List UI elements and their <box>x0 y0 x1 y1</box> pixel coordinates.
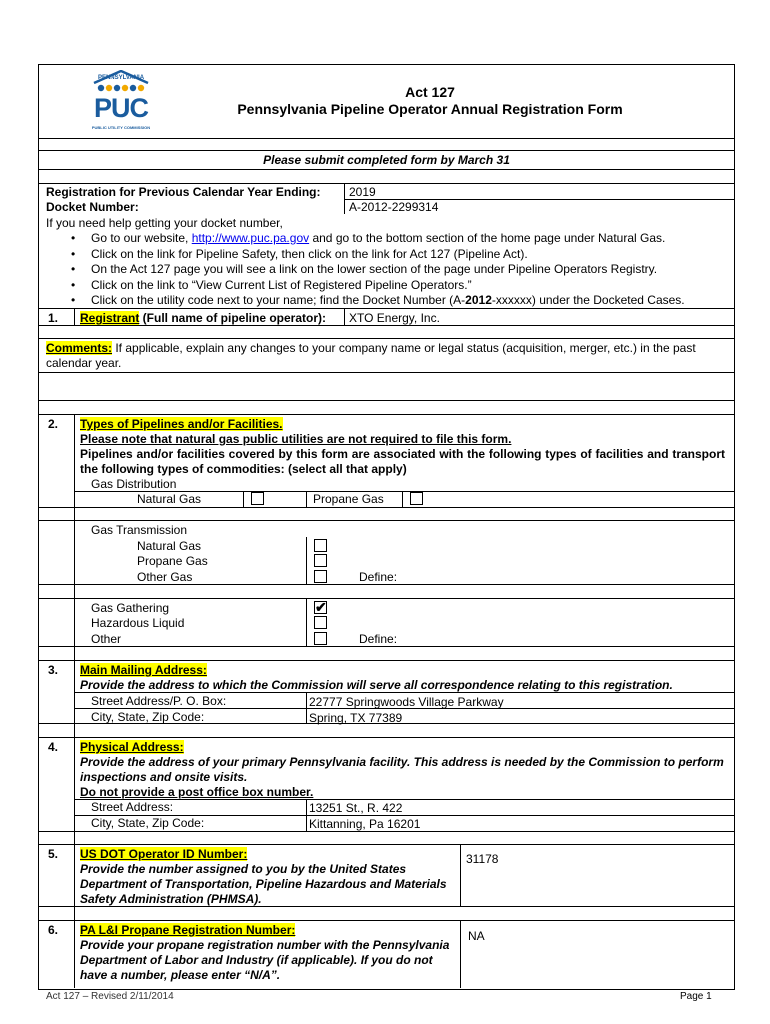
help-step: • Click on the link to “View Current List of Registered Pipeline Operators.” <box>71 277 472 292</box>
column-line <box>402 491 403 507</box>
divider <box>38 844 735 845</box>
column-line <box>243 491 244 507</box>
dist-propane-gas-checkbox[interactable] <box>410 492 423 505</box>
propane-registration-field[interactable]: NA <box>468 929 485 943</box>
help-step: • Go to our website, http://www.puc.pa.gov and go to the bottom section of the home page under Natural Gas. <box>71 231 666 245</box>
section2-note: Please note that natural gas public utilities are not required to file this form. <box>80 432 512 446</box>
section3-subtitle: Provide the address to which the Commission will serve all correspondence relating to this registration. <box>80 678 673 692</box>
section2-title: Types of Pipelines and/or Facilities. <box>80 417 283 431</box>
divider <box>38 169 735 170</box>
trans-propane-gas-checkbox[interactable] <box>314 554 327 567</box>
divider <box>38 414 735 415</box>
divider <box>75 491 735 492</box>
section4-number: 4. <box>48 740 59 754</box>
dot-operator-id-field[interactable]: 31178 <box>466 852 499 866</box>
divider <box>75 692 735 693</box>
column-line <box>306 537 307 584</box>
other-checkbox[interactable] <box>314 632 327 645</box>
help-step: • Click on the utility code next to your name; find the Docket Number (A-2012-xxxxxx) under the Docketed Cases. <box>71 293 685 307</box>
divider <box>38 338 735 339</box>
section2-instruction: Pipelines and/or facilities covered by this form are associated with the following types of facilities and transport the following types of commodities: (select all that apply) <box>80 447 725 476</box>
section4-subtitle: Provide the address of your primary Pennsylvania facility. This address is needed by the Commission to perform inspections and onsite visits. <box>80 755 724 784</box>
mailing-street-label: Street Address/P. O. Box: <box>91 694 227 708</box>
section1-number: 1. <box>48 311 59 325</box>
comments-text: Comments: If applicable, explain any changes to your company name or legal status (acquisition, merger, etc.) in the past calendar year. <box>46 341 696 370</box>
physical-city-label: City, State, Zip Code: <box>91 816 205 830</box>
section2-number: 2. <box>48 417 59 431</box>
divider <box>75 799 735 800</box>
section5-number: 5. <box>48 847 59 861</box>
divider <box>38 660 735 661</box>
section6-subtitle: Provide your propane registration number with the Pennsylvania Department of Labor and Industry (if applicable). If you do not have a number, please enter “N/A”. <box>80 938 450 982</box>
trans-other-define-label: Define: <box>359 570 398 584</box>
divider <box>38 920 735 921</box>
other-define-label: Define: <box>359 632 398 646</box>
footer-revision: Act 127 – Revised 2/11/2014 <box>46 991 174 1002</box>
divider <box>38 308 735 309</box>
divider <box>38 520 735 521</box>
divider <box>38 400 735 401</box>
physical-street-field[interactable]: 13251 St., R. 422 <box>309 801 403 815</box>
trans-other-gas-label: Other Gas <box>137 570 193 584</box>
gas-gathering-label: Gas Gathering <box>91 601 170 615</box>
section3-title: Main Mailing Address: <box>80 663 207 677</box>
divider <box>38 138 735 139</box>
puc-website-link[interactable]: http://www.puc.pa.gov <box>191 231 310 245</box>
column-line <box>306 599 307 646</box>
form-title-line2: Pennsylvania Pipeline Operator Annual Registration Form <box>237 101 623 117</box>
column-line <box>460 920 461 988</box>
form-title-line1: Act 127 <box>405 84 455 100</box>
physical-city-field[interactable]: Kittanning, Pa 16201 <box>309 817 421 831</box>
other-label: Other <box>91 632 122 646</box>
section6-number: 6. <box>48 923 59 937</box>
docket-value[interactable]: A-2012-2299314 <box>349 200 439 214</box>
section1-label: Registrant (Full name of pipeline operator): <box>80 311 327 325</box>
trans-propane-gas-label: Propane Gas <box>137 554 208 568</box>
section3-number: 3. <box>48 663 59 677</box>
dist-propane-gas-label: Propane Gas <box>313 492 384 506</box>
dist-natural-gas-label: Natural Gas <box>137 492 202 506</box>
trans-other-gas-checkbox[interactable] <box>314 570 327 583</box>
divider <box>38 737 735 738</box>
registrant-name-field[interactable]: XTO Energy, Inc. <box>349 311 440 325</box>
hazardous-liquid-label: Hazardous Liquid <box>91 616 185 630</box>
help-intro: If you need help getting your docket number, <box>46 216 283 230</box>
section6-title: PA L&I Propane Registration Number: <box>80 923 296 937</box>
divider <box>38 150 735 151</box>
puc-logo <box>90 70 152 134</box>
help-step: • Click on the link for Pipeline Safety, then click on the link for Act 127 (Pipeline Act). <box>71 246 528 261</box>
column-line <box>306 491 307 507</box>
divider <box>38 584 735 585</box>
logo-top-text: PENNSYLVANIA <box>97 75 145 81</box>
divider <box>75 708 735 709</box>
gas-transmission-label: Gas Transmission <box>91 523 188 537</box>
logo-bottom-text: PUBLIC UTILITY COMMISSION <box>91 125 151 130</box>
column-line <box>344 308 345 325</box>
page-number: Page 1 <box>680 991 712 1002</box>
divider <box>38 598 735 599</box>
mailing-city-field[interactable]: Spring, TX 77389 <box>309 711 403 725</box>
divider <box>38 646 735 647</box>
year-label: Registration for Previous Calendar Year Ending: <box>46 185 321 199</box>
comments-field[interactable] <box>40 373 733 399</box>
section5-title: US DOT Operator ID Number: <box>80 847 248 861</box>
help-steps-list <box>71 231 685 309</box>
divider <box>38 507 735 508</box>
mailing-city-label: City, State, Zip Code: <box>91 710 205 724</box>
section4-note: Do not provide a post office box number. <box>80 785 314 799</box>
hazardous-liquid-checkbox[interactable] <box>314 616 327 629</box>
physical-street-label: Street Address: <box>91 800 174 814</box>
column-line <box>74 414 75 988</box>
trans-natural-gas-checkbox[interactable] <box>314 539 327 552</box>
logo-main-text: PUC <box>93 93 148 123</box>
trans-natural-gas-label: Natural Gas <box>137 539 202 553</box>
mailing-street-field[interactable]: 22777 Springwoods Village Parkway <box>309 695 504 709</box>
gas-gathering-checkbox[interactable]: ✔ <box>315 599 327 615</box>
section4-title: Physical Address: <box>80 740 184 754</box>
submit-notice: Please submit completed form by March 31 <box>263 153 510 167</box>
divider <box>38 325 735 326</box>
help-step: • On the Act 127 page you will see a link on the lower section of the page under Pipeline Operators Registry. <box>71 262 658 276</box>
section5-subtitle: Provide the number assigned to you by the United States Department of Transportation, Pipeline Hazardous and Materials Safety Administration (PHMSA). <box>80 862 447 906</box>
gas-distribution-label: Gas Distribution <box>91 477 177 491</box>
year-value[interactable]: 2019 <box>349 185 376 199</box>
divider <box>38 831 735 832</box>
docket-label: Docket Number: <box>46 200 139 214</box>
column-line <box>74 308 75 325</box>
column-line <box>460 844 461 906</box>
dist-natural-gas-checkbox[interactable] <box>251 492 264 505</box>
